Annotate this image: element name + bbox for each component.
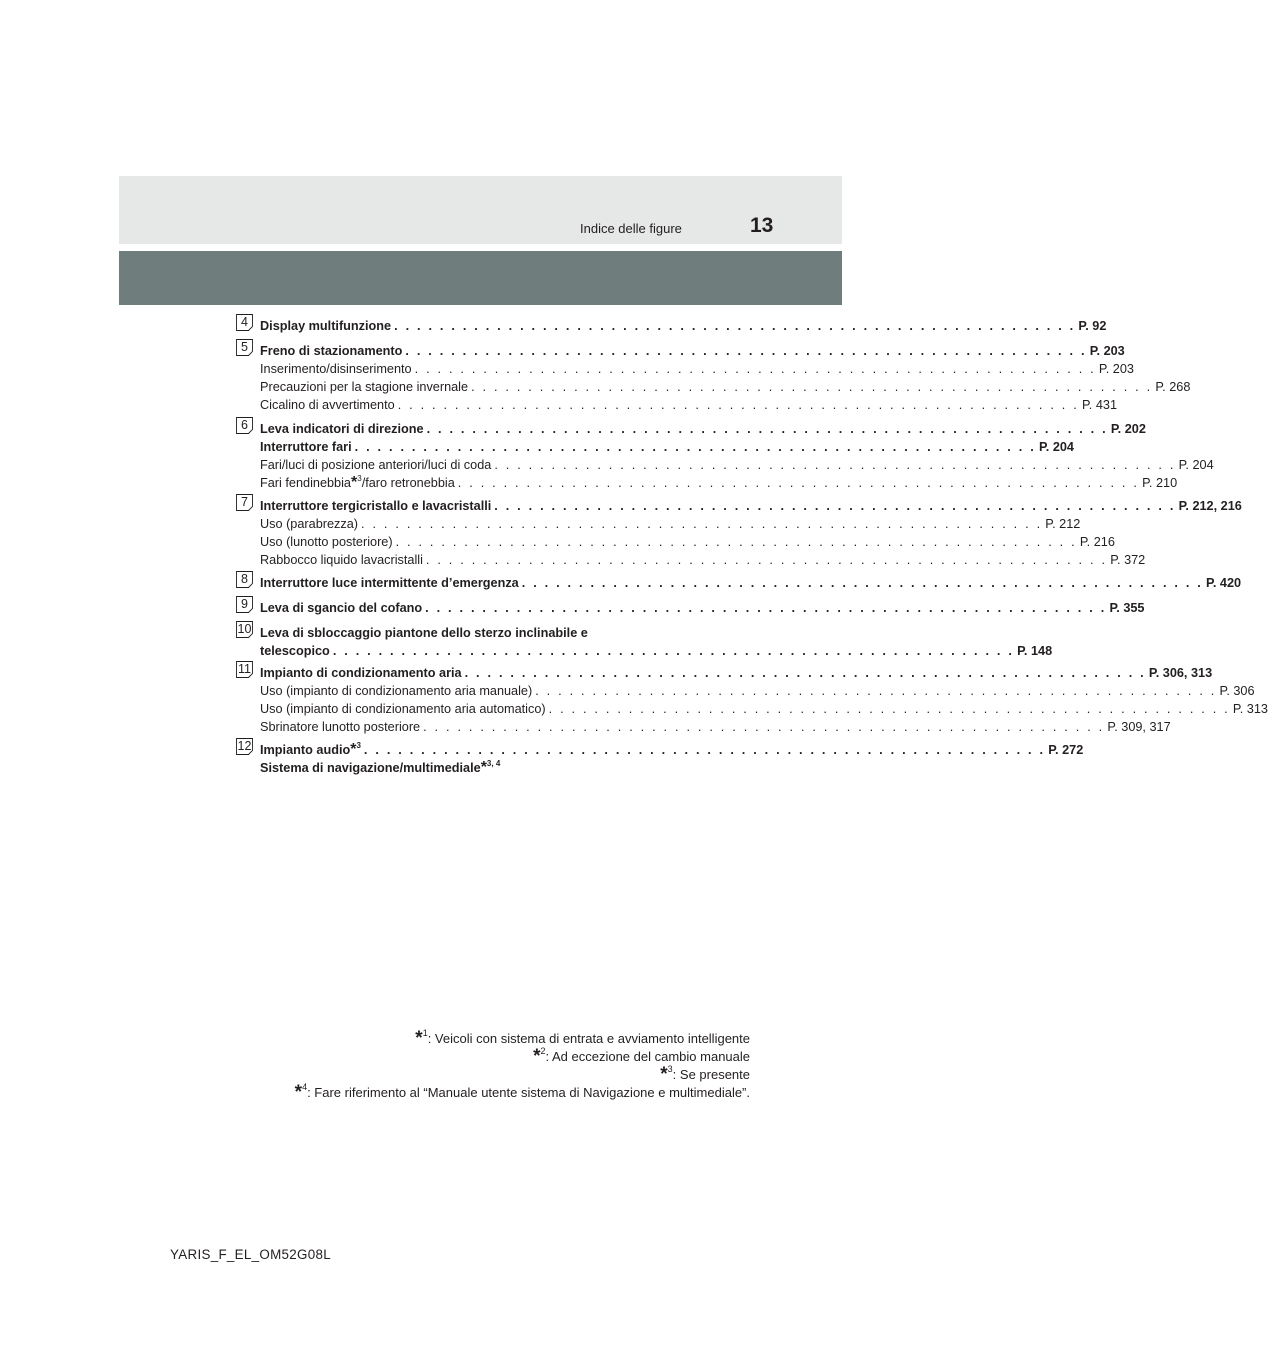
index-line: [260, 456, 1214, 474]
page-reference: P. 92: [1078, 319, 1107, 333]
page-reference: P. 202: [1110, 422, 1146, 436]
callout-number-icon: [236, 571, 253, 588]
index-line-text: Sbrinatore lunotto posteriore: [260, 720, 421, 734]
footnote-text: : Se presente: [672, 1067, 750, 1082]
page-reference: P. 313: [1232, 702, 1268, 716]
dot-leader: . . . . . . . . . . . . . . . . . . . . . . . . . . . . . . . . . . . . . . . . . . . . . . . . . . . . . . . . . . . .: [423, 720, 1105, 734]
index-line-text: Freno di stazionamento: [260, 344, 403, 358]
index-line-text: Leva indicatori di direzione: [260, 422, 424, 436]
index-line-text: telescopico: [260, 644, 330, 658]
page-reference: P. 372: [1110, 553, 1146, 567]
dot-leader: . . . . . . . . . . . . . . . . . . . . . . . . . . . . . . . . . . . . . . . . . . . . . . . . . . . . . . . . . . . .: [471, 380, 1153, 394]
page-reference: P. 212, 216: [1178, 499, 1242, 513]
footnote: *$^1$: Veicoli con sistema di entrata e avviamento intelligente: [415, 1028, 750, 1049]
dot-leader: . . . . . . . . . . . . . . . . . . . . . . . . . . . . . . . . . . . . . . . . . . . . . . . . . . . . . . . . . . . .: [494, 458, 1176, 472]
dot-leader: . . . . . . . . . . . . . . . . . . . . . . . . . . . . . . . . . . . . . . . . . . . . . . . . . . . . . . . . . . . .: [395, 535, 1077, 549]
callout-number: 12: [237, 739, 252, 753]
callout-number: 7: [241, 495, 248, 509]
callout-number-icon: [236, 596, 253, 613]
page-reference: P. 203: [1089, 344, 1125, 358]
index-line: [260, 515, 1081, 533]
footnote-ref: 3, 4: [486, 759, 501, 768]
page-reference: P. 431: [1081, 398, 1118, 412]
page-reference: P. 204: [1038, 440, 1074, 454]
index-line-text: Leva di sbloccaggio piantone dello sterzo inclinabile e: [260, 626, 588, 640]
page-reference: P. 309, 317: [1107, 720, 1171, 734]
callout-number: 6: [241, 418, 248, 432]
index-line-text: Uso (impianto di condizionamento aria automatico): [260, 702, 546, 716]
dot-leader: . . . . . . . . . . . . . . . . . . . . . . . . . . . . . . . . . . . . . . . . . . . . . . . . . . . . . . . . . . . .: [397, 398, 1079, 412]
index-entry: [237, 622, 1053, 660]
index-line-text: Inserimento/disinserimento: [260, 362, 412, 376]
callout-number-icon: [236, 314, 253, 331]
index-line: [260, 759, 723, 777]
footnote: *$^3$: Se presente: [660, 1064, 750, 1085]
callout-number: 11: [238, 662, 251, 676]
callout-number: 10: [237, 622, 252, 636]
index-line: [260, 317, 1107, 335]
index-entry: [241, 315, 1107, 335]
index-entry: [241, 418, 1214, 492]
index-line: [260, 682, 1255, 700]
callout-number: 8: [241, 572, 248, 586]
index-line: [260, 533, 1115, 551]
dot-leader: . . . . . . . . . . . . . . . . . . . . . . . . . . . . . . . . . . . . . . . . . . . . . . . . . . . . . . . . . . . .: [332, 644, 1015, 658]
section-title: Indice delle figure: [580, 221, 682, 236]
index-line: [260, 378, 1191, 396]
dot-leader: . . . . . . . . . . . . . . . . . . . . . . . . . . . . . . . . . . . . . . . . . . . . . . . . . . . . . . . . . . . .: [548, 702, 1230, 716]
index-line: [260, 438, 1074, 456]
page-reference: P. 203: [1098, 362, 1134, 376]
dot-leader: . . . . . . . . . . . . . . . . . . . . . . . . . . . . . . . . . . . . . . . . . . . . . . . . . . . . . . . . . . . .: [394, 319, 1076, 333]
dot-leader: . . . . . . . . . . . . . . . . . . . . . . . . . . . . . . . . . . . . . . . . . . . . . . . . . . . . . . . . . . . .: [363, 743, 1046, 757]
page-reference: P. 272: [1048, 743, 1084, 757]
index-line-text: Impianto audio*$^3$: [260, 741, 361, 758]
index-line-text: Uso (parabrezza): [260, 517, 359, 531]
index-line: [260, 741, 1084, 759]
page-reference: P. 306, 313: [1148, 666, 1213, 680]
index-line-text: Impianto di condizionamento aria: [260, 666, 462, 680]
page-number: 13: [750, 214, 774, 237]
index-line-text: Fari/luci di posizione anteriori/luci di coda: [260, 458, 492, 472]
footnote: *$^2$: Ad eccezione del cambio manuale: [533, 1046, 750, 1067]
footnote-text: : Ad eccezione del cambio manuale: [545, 1049, 750, 1064]
callout-number-icon: [236, 417, 253, 434]
dot-leader: . . . . . . . . . . . . . . . . . . . . . . . . . . . . . . . . . . . . . . . . . . . . . . . . . . . . . . . . . . . .: [414, 362, 1096, 376]
index-line: [260, 700, 1268, 718]
callout-number: 9: [241, 597, 248, 611]
callout-number: 5: [241, 340, 248, 354]
callout-number-icon: [236, 661, 253, 678]
index-line-text: Precauzioni per la stagione invernale: [260, 380, 469, 394]
index-entry: [237, 739, 1084, 777]
index-line: [260, 396, 1118, 414]
index-line-text: Leva di sgancio del cofano: [260, 601, 423, 615]
index-line: [260, 474, 1178, 492]
page-reference: P. 204: [1178, 458, 1214, 472]
footnote-text: : Veicoli con sistema di entrata e avviamento intelligente: [427, 1031, 750, 1046]
index-line: [260, 642, 1053, 660]
callout-number-icon: [236, 621, 253, 638]
index-entry: [241, 340, 1191, 414]
index-line-text: Interruttore tergicristallo e lavacristalli: [260, 499, 492, 513]
index-line-text: Display multifunzione: [260, 319, 392, 333]
index-line-text: Interruttore fari: [260, 440, 352, 454]
header-band-light: [119, 176, 842, 244]
dot-leader: . . . . . . . . . . . . . . . . . . . . . . . . . . . . . . . . . . . . . . . . . . . . . . . . . . . . . . . . . . . .: [535, 684, 1217, 698]
footnote: *$^4$: Fare riferimento al “Manuale utente sistema di Navigazione e multimediale”.: [294, 1082, 750, 1103]
index-line-text: Uso (lunotto posteriore): [260, 535, 393, 549]
index-entry: [238, 662, 1268, 736]
dot-leader: . . . . . . . . . . . . . . . . . . . . . . . . . . . . . . . . . . . . . . . . . . . . . . . . . . . . . . . . . . . .: [464, 666, 1146, 680]
dot-leader: . . . . . . . . . . . . . . . . . . . . . . . . . . . . . . . . . . . . . . . . . . . . . . . . . . . . . . . . . . . .: [361, 517, 1043, 531]
callout-number: 4: [241, 315, 248, 329]
index-line-text: Sistema di navigazione/multimediale*$^{3, 4}$: [260, 759, 501, 776]
callout-number-icon: [236, 738, 253, 755]
dot-leader: . . . . . . . . . . . . . . . . . . . . . . . . . . . . . . . . . . . . . . . . . . . . . . . . . . . . . . . . . . . .: [354, 440, 1036, 454]
dot-leader: . . . . . . . . . . . . . . . . . . . . . . . . . . . . . . . . . . . . . . . . . . . . . . . . . . . . . . . . . . . .: [426, 422, 1108, 436]
footnote-ref: 3: [356, 741, 361, 750]
page-reference: P. 216: [1079, 535, 1115, 549]
callout-number-icon: [236, 494, 253, 511]
index-line-text: Cicalino di avvertimento: [260, 398, 395, 412]
page-reference: P. 420: [1206, 576, 1242, 590]
page-reference: P. 212: [1045, 517, 1081, 531]
header-band-dark: [119, 251, 842, 305]
footnote-marker: 1: [422, 1028, 428, 1038]
index-line: [260, 574, 1242, 592]
page-reference: P. 268: [1155, 380, 1191, 394]
footnote-marker: 3: [667, 1064, 673, 1074]
footnote-marker: 4: [302, 1082, 308, 1092]
dot-leader: . . . . . . . . . . . . . . . . . . . . . . . . . . . . . . . . . . . . . . . . . . . . . . . . . . . . . . . . . . . .: [521, 576, 1204, 590]
index-line: [260, 624, 723, 642]
index-line: [260, 599, 1145, 617]
index-entry: [241, 495, 1242, 569]
page-reference: P. 210: [1142, 476, 1178, 490]
dot-leader: . . . . . . . . . . . . . . . . . . . . . . . . . . . . . . . . . . . . . . . . . . . . . . . . . . . . . . . . . . . .: [494, 499, 1176, 513]
index-line: [260, 664, 1213, 682]
index-entry: [241, 572, 1242, 592]
index-line-text: Fari fendinebbia*$^3$/faro retronebbia: [260, 474, 455, 491]
footnote-marker: 2: [540, 1046, 546, 1056]
index-line: [260, 420, 1146, 438]
dot-leader: . . . . . . . . . . . . . . . . . . . . . . . . . . . . . . . . . . . . . . . . . . . . . . . . . . . . . . . . . . . .: [425, 553, 1108, 567]
footnote-text: : Fare riferimento al “Manuale utente sistema di Navigazione e multimediale”.: [307, 1085, 750, 1100]
index-line: [260, 551, 1146, 569]
dot-leader: . . . . . . . . . . . . . . . . . . . . . . . . . . . . . . . . . . . . . . . . . . . . . . . . . . . . . . . . . . . .: [457, 476, 1140, 490]
page-reference: P. 306: [1219, 684, 1255, 698]
index-line: [260, 497, 1242, 515]
index-line-text: Interruttore luce intermittente d’emergenza: [260, 576, 519, 590]
callout-number-icon: [236, 339, 253, 356]
footnote-ref: 3: [357, 474, 362, 483]
dot-leader: . . . . . . . . . . . . . . . . . . . . . . . . . . . . . . . . . . . . . . . . . . . . . . . . . . . . . . . . . . . .: [425, 601, 1107, 615]
page-reference: P. 355: [1109, 601, 1145, 615]
index-line: [260, 360, 1134, 378]
index-entry: [241, 597, 1145, 617]
index-line-text: Rabbocco liquido lavacristalli: [260, 553, 423, 567]
dot-leader: . . . . . . . . . . . . . . . . . . . . . . . . . . . . . . . . . . . . . . . . . . . . . . . . . . . . . . . . . . . .: [405, 344, 1087, 358]
page-reference: P. 148: [1017, 644, 1053, 658]
index-line: [260, 342, 1125, 360]
index-line: [260, 718, 1171, 736]
index-line-text: Uso (impianto di condizionamento aria manuale): [260, 684, 533, 698]
document-id: YARIS_F_EL_OM52G08L: [170, 1247, 332, 1262]
